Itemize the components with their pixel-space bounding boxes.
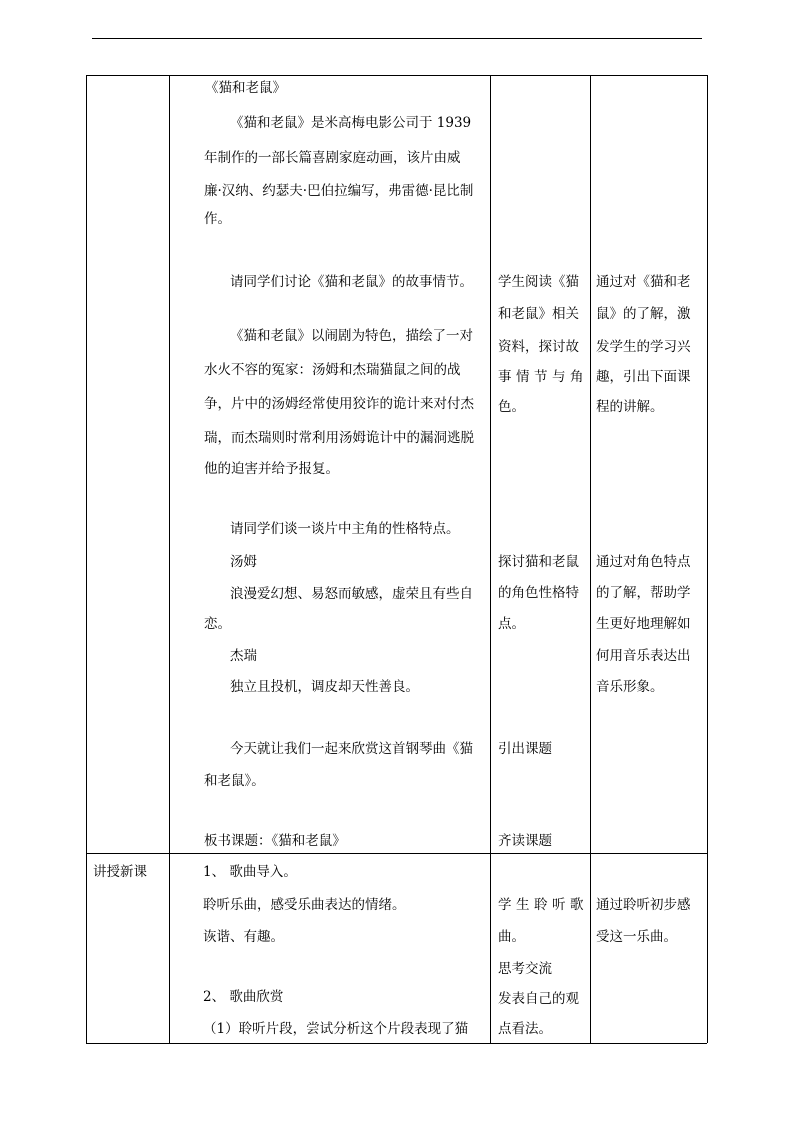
intent-line: 生更好地理解如 xyxy=(596,616,691,632)
content-line: 恋。 xyxy=(204,616,231,632)
student-line: 曲。 xyxy=(498,929,525,945)
table-row-divider xyxy=(86,853,707,854)
student-line: 的角色性格特 xyxy=(498,585,579,601)
student-line: 事情节与角 xyxy=(498,369,588,385)
table-border-bottom xyxy=(86,1043,707,1044)
content-line: 《猫和老鼠》是米高梅电影公司于 1939 xyxy=(230,115,472,131)
student-line: 点看法。 xyxy=(498,1021,552,1037)
content-line: 独立且投机，调皮却天性善良。 xyxy=(230,679,419,695)
content-line: 浪漫爱幻想、易怒而敏感，虚荣且有些自 xyxy=(230,586,473,602)
content-line: 他的迫害并给予报复。 xyxy=(204,461,339,477)
content-line: 廉·汉纳、约瑟夫·巴伯拉编写，弗雷德·昆比制 xyxy=(204,183,474,199)
content-line: 作。 xyxy=(204,211,231,227)
intent-line: 趣，引出下面课 xyxy=(596,369,691,385)
student-line: 引出课题 xyxy=(498,741,552,757)
content-line: 瑞，而杰瑞则时常利用汤姆诡计中的漏洞逃脱 xyxy=(204,430,474,446)
content-line: 水火不容的冤家：汤姆和杰瑞猫鼠之间的战 xyxy=(204,362,461,378)
content-line: 请同学们谈一谈片中主角的性格特点。 xyxy=(230,521,460,537)
intent-line: 音乐形象。 xyxy=(596,679,664,695)
content-line: 聆听乐曲，感受乐曲表达的情绪。 xyxy=(203,897,406,913)
intent-line: 受这一乐曲。 xyxy=(596,929,677,945)
header-rule xyxy=(92,38,702,39)
content-line: 今天就让我们一起来欣赏这首钢琴曲《猫 xyxy=(230,741,473,757)
content-line: 请同学们讨论《猫和老鼠》的故事情节。 xyxy=(230,274,473,290)
student-line: 发表自己的观 xyxy=(498,991,579,1007)
stage-label: 讲授新课 xyxy=(93,864,147,880)
table-border-top xyxy=(86,75,707,76)
student-line: 探讨猫和老鼠 xyxy=(498,554,579,570)
student-line: 学生聆听歌 xyxy=(498,897,588,913)
table-divider-1 xyxy=(169,75,170,1043)
content-line: 年制作的一部长篇喜剧家庭动画，该片由威 xyxy=(204,150,461,166)
intent-line: 发学生的学习兴 xyxy=(596,339,691,355)
student-line: 资料，探讨故 xyxy=(498,339,579,355)
table-border-right xyxy=(707,75,708,1043)
content-title: 《猫和老鼠》 xyxy=(205,80,286,96)
content-line: 2、 歌曲欣赏 xyxy=(203,989,284,1005)
intent-line: 的了解，帮助学 xyxy=(596,585,691,601)
student-line: 点。 xyxy=(498,616,525,632)
intent-line: 通过对《猫和老 xyxy=(596,274,691,290)
intent-line: 通过聆听初步感 xyxy=(596,897,691,913)
content-line: 和老鼠》。 xyxy=(204,773,265,789)
content-line: 1、 歌曲导入。 xyxy=(203,864,297,880)
student-line: 思考交流 xyxy=(498,961,552,977)
student-line: 学生阅读《猫 xyxy=(498,274,579,290)
student-line: 和老鼠》相关 xyxy=(498,306,579,322)
content-line: 《猫和老鼠》以闹剧为特色，描绘了一对 xyxy=(230,328,473,344)
intent-line: 程的讲解。 xyxy=(596,399,664,415)
content-line: （1）聆听片段，尝试分析这个片段表现了猫 xyxy=(203,1021,469,1037)
content-line: 杰瑞 xyxy=(230,648,257,664)
content-line: 诙谐、有趣。 xyxy=(203,929,284,945)
table-border-left xyxy=(86,75,87,1043)
content-line: 争，片中的汤姆经常使用狡诈的诡计来对付杰 xyxy=(204,396,474,412)
table-divider-2 xyxy=(490,75,491,1043)
content-line: 汤姆 xyxy=(230,554,257,570)
student-line: 色。 xyxy=(498,399,525,415)
intent-line: 通过对角色特点 xyxy=(596,554,691,570)
intent-line: 鼠》的了解，激 xyxy=(596,306,691,322)
table-divider-3 xyxy=(590,75,591,1043)
content-line: 板书课题：《猫和老鼠》 xyxy=(204,833,346,849)
intent-line: 何用音乐表达出 xyxy=(596,648,691,664)
student-line: 齐读课题 xyxy=(498,833,552,849)
